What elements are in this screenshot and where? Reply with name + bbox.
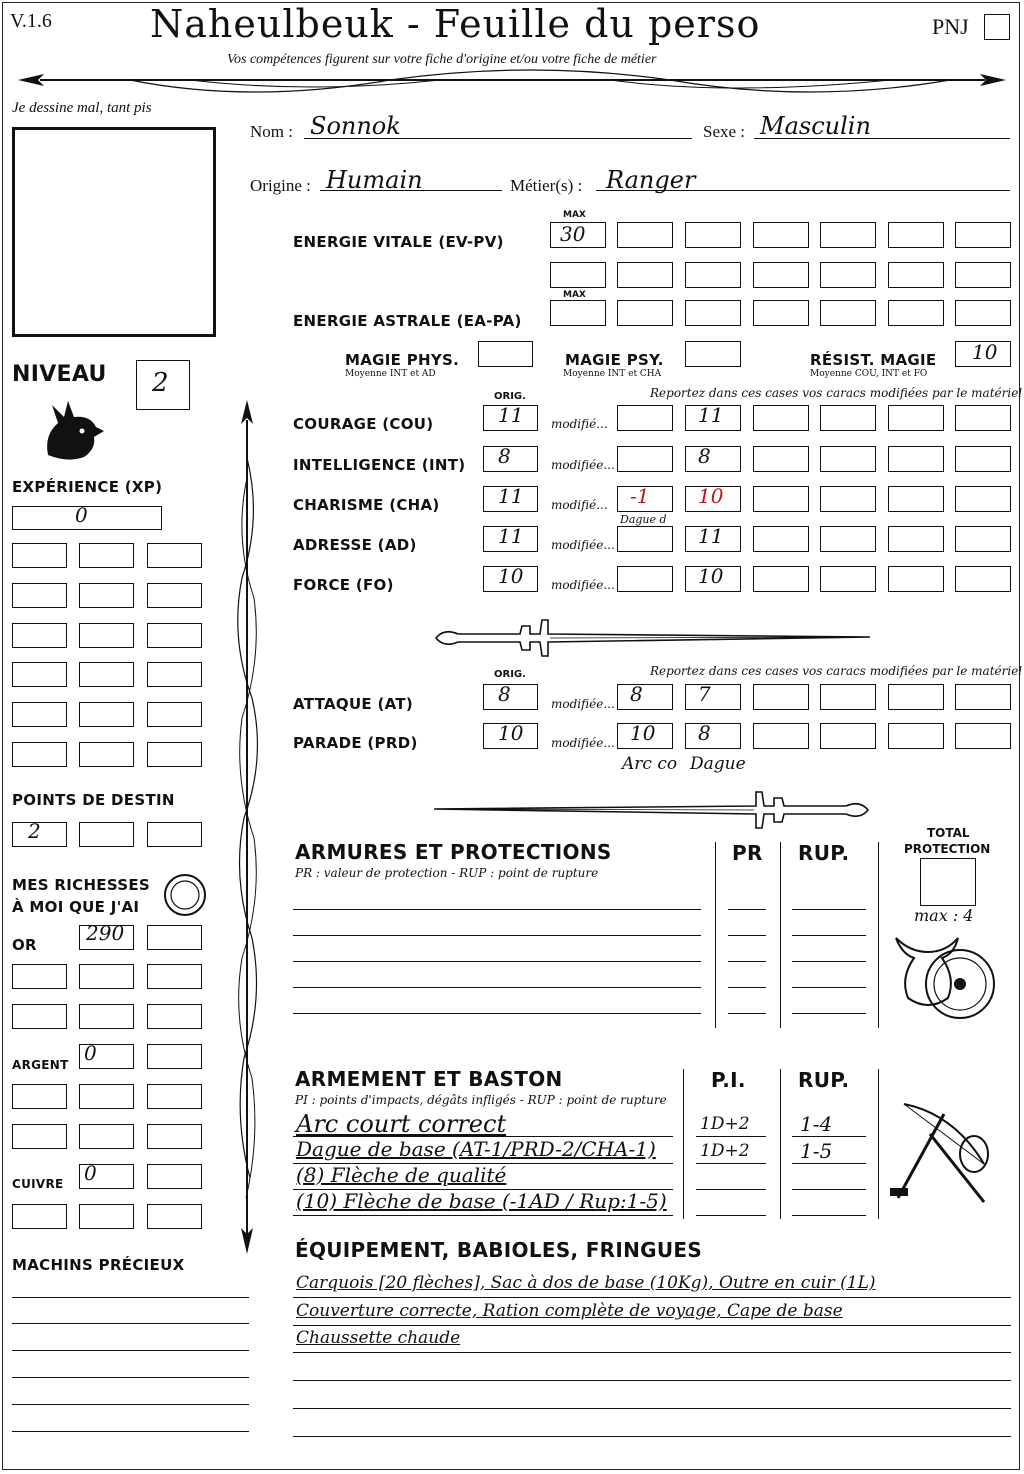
ev-max-label: MAX	[563, 210, 586, 220]
combat-v2-box[interactable]	[685, 684, 741, 710]
xp-box[interactable]	[147, 662, 202, 687]
ea-label: ENERGIE ASTRALE (EA-PA)	[293, 312, 522, 330]
nom-label: Nom :	[250, 122, 293, 141]
magie-psy-note: Moyenne INT et CHA	[563, 369, 662, 379]
carac-extra-box[interactable]	[888, 405, 944, 431]
combat-note-dague: Dague	[690, 754, 746, 774]
or-box[interactable]	[147, 1004, 202, 1029]
niveau-value[interactable]: 2	[152, 368, 169, 398]
combat-label: ATTAQUE (AT)	[293, 695, 414, 713]
carac-orig-value[interactable]: 11	[498, 484, 524, 508]
header-spear-ornament	[10, 64, 1014, 104]
richesses-label-1: MES RICHESSES	[12, 876, 151, 894]
combat-orig-label: ORIG.	[494, 669, 526, 680]
carac-label: FORCE (FO)	[293, 576, 394, 594]
carac-extra-box[interactable]	[820, 526, 876, 552]
armure-rup-line[interactable]	[792, 935, 866, 936]
arme-name[interactable]: (10) Flèche de base (-1AD / Rup:1-5)	[296, 1189, 667, 1213]
ea-max-label: MAX	[563, 290, 586, 300]
magie-psy-label: MAGIE PSY.	[565, 351, 664, 369]
carac-mod-box[interactable]	[617, 566, 673, 592]
combat-mod-label: modifiée...	[551, 697, 615, 711]
ev-box[interactable]	[820, 262, 876, 288]
richesses-label-2: À MOI QUE J'AI	[12, 898, 140, 916]
resist-magie-value[interactable]: 10	[972, 340, 998, 364]
destin-box[interactable]	[79, 822, 134, 847]
xp-value[interactable]: 0	[75, 503, 88, 527]
resist-magie-note: Moyenne COU, INT et FO	[810, 369, 928, 379]
weapons-icon	[884, 1094, 1004, 1214]
combat-extra-box[interactable]	[820, 723, 876, 749]
ev-max-value[interactable]: 30	[560, 222, 586, 246]
xp-box[interactable]	[147, 702, 202, 727]
xp-box[interactable]	[12, 583, 67, 608]
combat-v2-value[interactable]: 7	[698, 682, 711, 706]
carac-orig-value[interactable]: 10	[498, 564, 524, 588]
armure-line[interactable]	[293, 961, 701, 962]
pnj-checkbox[interactable]	[984, 14, 1010, 40]
combat-v2-box[interactable]	[685, 723, 741, 749]
magie-phys-box[interactable]	[478, 341, 533, 367]
carac-label: ADRESSE (AD)	[293, 536, 417, 554]
arme-pi-line	[696, 1136, 766, 1137]
ev-box[interactable]	[617, 262, 673, 288]
metier-value[interactable]: Ranger	[606, 166, 696, 194]
ev-box[interactable]	[955, 222, 1011, 248]
or-box[interactable]	[79, 1004, 134, 1029]
ev-box[interactable]	[820, 222, 876, 248]
cuivre-label: CUIVRE	[12, 1177, 64, 1191]
cuivre-box[interactable]	[12, 1204, 67, 1229]
total-protection-box[interactable]	[920, 858, 976, 906]
combat-extra-box[interactable]	[955, 723, 1011, 749]
argent-box[interactable]	[12, 1084, 67, 1109]
ev-box[interactable]	[685, 262, 741, 288]
carac-mod-box[interactable]	[617, 526, 673, 552]
pnj-label: PNJ	[932, 14, 969, 39]
argent-label: ARGENT	[12, 1058, 69, 1072]
or-label: OR	[12, 936, 37, 954]
armure-line[interactable]	[293, 935, 701, 936]
ea-box[interactable]	[820, 300, 876, 326]
total-protection-label-1: TOTAL	[927, 826, 970, 840]
armement-label: ARMEMENT ET BASTON	[295, 1067, 563, 1091]
resist-magie-label: RÉSIST. MAGIE	[810, 351, 937, 369]
or-box[interactable]	[147, 925, 202, 950]
carac-label: CHARISME (CHA)	[293, 496, 440, 514]
carac-final-value[interactable]: 8	[698, 444, 711, 468]
carac-mod-label: modifiée...	[551, 458, 615, 472]
carac-final-value[interactable]: 11	[698, 524, 724, 548]
cuivre-box[interactable]	[147, 1204, 202, 1229]
carac-final-value[interactable]: 10	[698, 564, 724, 588]
cuivre-box[interactable]	[79, 1204, 134, 1229]
arme-rup-line	[792, 1189, 866, 1190]
ea-box[interactable]	[753, 300, 809, 326]
armure-line[interactable]	[293, 987, 701, 988]
combat-v2-value[interactable]: 8	[698, 721, 711, 745]
carac-extra-box[interactable]	[820, 486, 876, 512]
arme-pi[interactable]: 1D+2	[700, 1141, 750, 1161]
ea-box[interactable]	[617, 300, 673, 326]
armement-note: PI : points d'impacts, dégâts infligés - RUP : point de rupture	[295, 1093, 667, 1107]
xp-box[interactable]	[147, 583, 202, 608]
equip-text[interactable]: Couverture correcte, Ration complète de voyage, Cape de base	[296, 1301, 843, 1321]
combat-extra-box[interactable]	[753, 684, 809, 710]
carac-mod-label: modifiée...	[551, 578, 615, 592]
carac-extra-box[interactable]	[955, 405, 1011, 431]
destin-value[interactable]: 2	[28, 819, 41, 843]
arme-rup-line	[792, 1136, 866, 1137]
carac-final-value[interactable]: 11	[698, 403, 724, 427]
carac-extra-box[interactable]	[955, 566, 1011, 592]
cuivre-value[interactable]: 0	[84, 1161, 97, 1185]
precieux-label: MACHINS PRÉCIEUX	[12, 1256, 185, 1274]
carac-mod-label: modifiée...	[551, 538, 615, 552]
xp-box[interactable]	[147, 623, 202, 648]
arme-rup-line	[792, 1215, 866, 1216]
carac-extra-box[interactable]	[888, 526, 944, 552]
xp-label: EXPÉRIENCE (XP)	[12, 478, 163, 496]
carac-mod-note: Dague d	[620, 513, 667, 526]
sword-ornament-top	[430, 612, 875, 662]
ev-label: ENERGIE VITALE (EV-PV)	[293, 233, 504, 251]
vertical-spear-ornament	[232, 398, 262, 1258]
coin-icon	[162, 872, 208, 918]
ea-max-box[interactable]	[550, 300, 606, 326]
arme-name[interactable]: Dague de base (AT-1/PRD-2/CHA-1)	[296, 1137, 656, 1161]
xp-box[interactable]	[79, 583, 134, 608]
ev-box[interactable]	[753, 222, 809, 248]
argent-box[interactable]	[79, 1124, 134, 1149]
sword-ornament-bottom	[430, 784, 875, 834]
armures-rup-label: RUP.	[798, 841, 850, 865]
xp-box[interactable]	[147, 543, 202, 568]
carac-mod-value[interactable]: -1	[630, 484, 650, 508]
or-box[interactable]	[12, 964, 67, 989]
carac-extra-box[interactable]	[955, 446, 1011, 472]
carac-mod-box[interactable]	[617, 446, 673, 472]
carac-extra-box[interactable]	[888, 446, 944, 472]
nom-value[interactable]: Sonnok	[310, 112, 401, 140]
arme-pi[interactable]: 1D+2	[700, 1114, 750, 1134]
combat-v1-value[interactable]: 8	[630, 682, 643, 706]
ev-box[interactable]	[753, 262, 809, 288]
or-box[interactable]	[147, 964, 202, 989]
armure-pr-line[interactable]	[728, 1013, 766, 1014]
carac-extra-box[interactable]	[955, 526, 1011, 552]
argent-box[interactable]	[147, 1044, 202, 1069]
equip-line[interactable]	[293, 1380, 1011, 1381]
combat-v1-value[interactable]: 10	[630, 721, 656, 745]
argent-box[interactable]	[12, 1124, 67, 1149]
combat-extra-box[interactable]	[955, 684, 1011, 710]
carac-orig-label: ORIG.	[494, 391, 526, 402]
armure-pr-line[interactable]	[728, 961, 766, 962]
origine-value[interactable]: Humain	[326, 166, 423, 194]
ev-box[interactable]	[617, 222, 673, 248]
arme-pi-line	[696, 1189, 766, 1190]
combat-extra-box[interactable]	[888, 723, 944, 749]
argent-value[interactable]: 0	[84, 1041, 97, 1065]
xp-box[interactable]	[79, 742, 134, 767]
combat-note-arc: Arc co	[622, 754, 678, 774]
armures-pr-label: PR	[732, 841, 763, 865]
carac-mod-box[interactable]	[617, 405, 673, 431]
armure-pr-line[interactable]	[728, 987, 766, 988]
carac-label: INTELLIGENCE (INT)	[293, 456, 466, 474]
armures-note: PR : valeur de protection - RUP : point de rupture	[295, 866, 599, 880]
xp-box[interactable]	[12, 742, 67, 767]
arme-pi-line	[696, 1163, 766, 1164]
page-title: Naheulbeuk - Feuille du perso	[150, 2, 761, 46]
magie-phys-label: MAGIE PHYS.	[345, 351, 460, 369]
ev-box[interactable]	[888, 262, 944, 288]
combat-label: PARADE (PRD)	[293, 734, 418, 752]
combat-orig-value[interactable]: 8	[498, 682, 511, 706]
xp-box[interactable]	[79, 543, 134, 568]
xp-box[interactable]	[147, 742, 202, 767]
destin-box[interactable]	[147, 822, 202, 847]
carac-report-note: Reportez dans ces cases vos caracs modifiées par le matériel	[650, 386, 1023, 400]
or-value[interactable]: 290	[86, 921, 125, 945]
xp-box[interactable]	[79, 623, 134, 648]
carac-mod-label: modifié...	[551, 417, 608, 431]
xp-box[interactable]	[12, 662, 67, 687]
combat-v1-box[interactable]	[617, 684, 673, 710]
portrait-label: Je dessine mal, tant pis	[12, 100, 152, 116]
combat-report-note: Reportez dans ces cases vos caracs modifiées par le matériel	[650, 664, 1023, 678]
equip-text[interactable]: Chaussette chaude	[296, 1328, 461, 1348]
armure-pr-line[interactable]	[728, 909, 766, 910]
carac-final-box[interactable]	[685, 446, 741, 472]
carac-orig-value[interactable]: 11	[498, 403, 524, 427]
origine-label: Origine :	[250, 176, 311, 195]
carac-extra-box[interactable]	[888, 566, 944, 592]
page-subtitle: Vos compétences figurent sur votre fiche d'origine et/ou votre fiche de métier	[227, 52, 657, 67]
carac-extra-box[interactable]	[820, 566, 876, 592]
equip-text[interactable]: Carquois [20 flèches], Sac à dos de base (10Kg), Outre en cuir (1L)	[296, 1273, 876, 1293]
ev-box[interactable]	[888, 222, 944, 248]
ev-box[interactable]	[685, 222, 741, 248]
carac-extra-box[interactable]	[888, 486, 944, 512]
argent-box[interactable]	[147, 1124, 202, 1149]
ea-box[interactable]	[685, 300, 741, 326]
combat-orig-value[interactable]: 10	[498, 721, 524, 745]
carac-final-value[interactable]: 10	[698, 484, 724, 508]
portrait-box[interactable]	[12, 127, 216, 337]
arme-pi-line	[696, 1215, 766, 1216]
equip-line[interactable]	[293, 1408, 1011, 1409]
combat-extra-box[interactable]	[820, 684, 876, 710]
helmet-shield-icon	[888, 928, 1000, 1028]
arme-name[interactable]: (8) Flèche de qualité	[296, 1163, 507, 1187]
armure-rup-line[interactable]	[792, 909, 866, 910]
carac-extra-box[interactable]	[753, 486, 809, 512]
carac-label: COURAGE (COU)	[293, 415, 434, 433]
ea-box[interactable]	[888, 300, 944, 326]
sexe-value[interactable]: Masculin	[760, 112, 871, 140]
armure-rup-line[interactable]	[792, 987, 866, 988]
equip-line[interactable]	[293, 1297, 1011, 1298]
armure-pr-line[interactable]	[728, 935, 766, 936]
magie-psy-box[interactable]	[685, 341, 741, 367]
armure-rup-line[interactable]	[792, 1013, 866, 1014]
combat-extra-box[interactable]	[753, 723, 809, 749]
arme-name[interactable]: Arc court correct	[296, 1110, 507, 1138]
carac-orig-value[interactable]: 8	[498, 444, 511, 468]
arme-rup[interactable]: 1-5	[800, 1139, 833, 1163]
total-protection-max: max : 4	[914, 906, 974, 925]
xp-box[interactable]	[12, 702, 67, 727]
metier-label: Métier(s) :	[510, 176, 583, 195]
carac-mod-label: modifié...	[551, 498, 608, 512]
ev-box[interactable]	[955, 262, 1011, 288]
sexe-label: Sexe :	[703, 122, 746, 141]
cuivre-box[interactable]	[147, 1164, 202, 1189]
arme-line	[293, 1215, 673, 1216]
equipement-label: ÉQUIPEMENT, BABIOLES, FRINGUES	[295, 1238, 703, 1262]
ea-box[interactable]	[955, 300, 1011, 326]
equip-line[interactable]	[293, 1352, 1011, 1353]
dragon-icon	[38, 395, 108, 465]
armure-line[interactable]	[293, 1013, 701, 1014]
equip-line[interactable]	[293, 1436, 1011, 1437]
carac-extra-box[interactable]	[820, 446, 876, 472]
combat-extra-box[interactable]	[888, 684, 944, 710]
argent-box[interactable]	[79, 1084, 134, 1109]
xp-box[interactable]	[79, 662, 134, 687]
armure-rup-line[interactable]	[792, 961, 866, 962]
magie-phys-note: Moyenne INT et AD	[345, 369, 436, 379]
or-box[interactable]	[79, 964, 134, 989]
carac-extra-box[interactable]	[753, 446, 809, 472]
or-box[interactable]	[12, 1004, 67, 1029]
carac-extra-box[interactable]	[955, 486, 1011, 512]
carac-extra-box[interactable]	[753, 405, 809, 431]
carac-extra-box[interactable]	[753, 526, 809, 552]
arme-rup-line	[792, 1163, 866, 1164]
carac-extra-box[interactable]	[753, 566, 809, 592]
equip-line[interactable]	[293, 1325, 1011, 1326]
armement-pi-label: P.I.	[711, 1068, 746, 1092]
arme-rup[interactable]: 1-4	[800, 1112, 833, 1136]
version-label: V.1.6	[10, 10, 52, 32]
argent-box[interactable]	[147, 1084, 202, 1109]
xp-box[interactable]	[12, 623, 67, 648]
xp-box[interactable]	[79, 702, 134, 727]
combat-mod-label: modifiée...	[551, 736, 615, 750]
armure-line[interactable]	[293, 909, 701, 910]
carac-orig-value[interactable]: 11	[498, 524, 524, 548]
niveau-label: NIVEAU	[12, 362, 107, 387]
carac-extra-box[interactable]	[820, 405, 876, 431]
destin-label: POINTS DE DESTIN	[12, 791, 175, 809]
armement-rup-label: RUP.	[798, 1068, 850, 1092]
xp-box[interactable]	[12, 543, 67, 568]
total-protection-label-2: PROTECTION	[904, 842, 991, 856]
armures-label: ARMURES ET PROTECTIONS	[295, 840, 612, 864]
ev-box[interactable]	[550, 262, 606, 288]
